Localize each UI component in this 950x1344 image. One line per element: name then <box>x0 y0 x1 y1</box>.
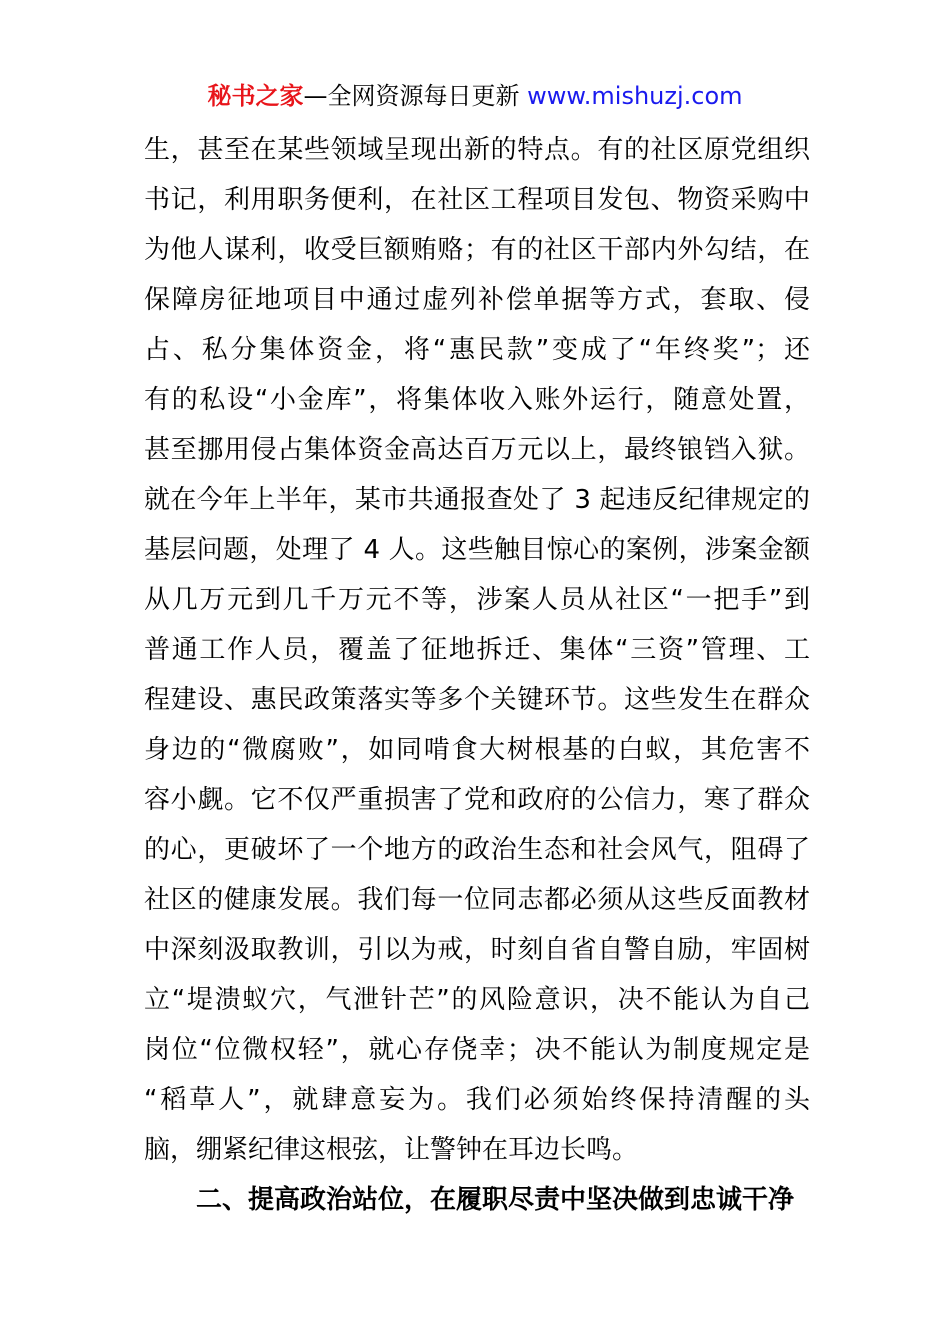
text-line: 中深刻汲取教训，引以为戒，时刻自省自警自励，牢固树 <box>144 935 810 965</box>
text-line: 甚至挪用侵占集体资金高达百万元以上，最终锒铛入狱。 <box>144 435 810 465</box>
text-line: 书记，利用职务便利，在社区工程项目发包、物资采购中 <box>144 185 810 215</box>
text-line: 生，甚至在某些领域呈现出新的特点。有的社区原党组织 <box>144 135 810 165</box>
section-heading: 二、提高政治站位，在履职尽责中坚决做到忠诚干净 <box>196 1185 795 1215</box>
text-line: 保障房征地项目中通过虚列补偿单据等方式，套取、侵 <box>144 285 810 315</box>
text-line: “稻草人”，就肆意妄为。我们必须始终保持清醒的头 <box>144 1085 810 1115</box>
page-header <box>0 80 950 112</box>
text-line: 占、私分集体资金，将“惠民款”变成了“年终奖”；还 <box>144 335 810 365</box>
text-line: 脑，绷紧纪律这根弦，让警钟在耳边长鸣。 <box>144 1135 639 1165</box>
text-line: 程建设、惠民政策落实等多个关键环节。这些发生在群众 <box>144 685 810 715</box>
header-url[interactable]: www.mishuzj.com <box>527 82 743 110</box>
text-line: 容小觑。它不仅严重损害了党和政府的公信力，寒了群众 <box>144 785 810 815</box>
brand-name: 秘书之家 <box>207 82 304 110</box>
text-line: 身边的“微腐败”，如同啃食大树根基的白蚁，其危害不 <box>144 735 810 765</box>
text-line: 就在今年上半年，某市共通报查处了 3 起违反纪律规定的 <box>144 485 810 515</box>
text-line: 从几万元到几千万元不等，涉案人员从社区“一把手”到 <box>144 585 810 615</box>
header-slogan: —全网资源每日更新 <box>303 82 520 110</box>
text-line: 立“堤溃蚁穴，气泄针芒”的风险意识，决不能认为自己 <box>144 985 810 1015</box>
text-line: 有的私设“小金库”，将集体收入账外运行，随意处置， <box>144 385 810 415</box>
text-line: 岗位“位微权轻”，就心存侥幸；决不能认为制度规定是 <box>144 1035 810 1065</box>
text-line: 的心，更破坏了一个地方的政治生态和社会风气，阻碍了 <box>144 835 810 865</box>
text-line: 为他人谋利，收受巨额贿赂；有的社区干部内外勾结，在 <box>144 235 810 265</box>
text-line: 社区的健康发展。我们每一位同志都必须从这些反面教材 <box>144 885 810 915</box>
text-line: 基层问题，处理了 4 人。这些触目惊心的案例，涉案金额 <box>144 535 810 565</box>
text-line: 普通工作人员，覆盖了征地拆迁、集体“三资”管理、工 <box>144 635 810 665</box>
body-text <box>144 125 810 1225</box>
